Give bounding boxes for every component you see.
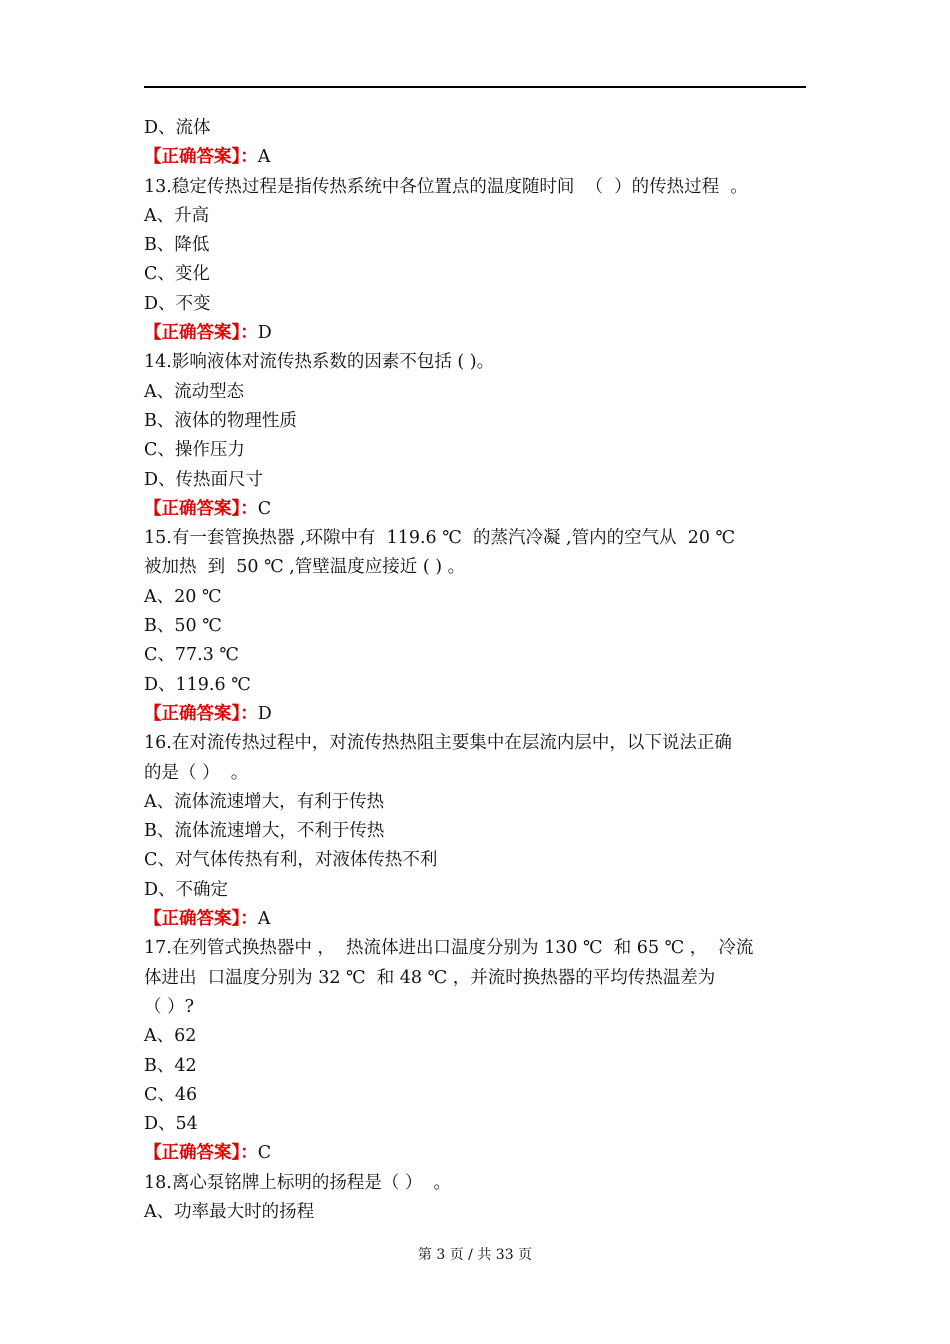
text-line: D、不确定 bbox=[144, 879, 229, 900]
text-line: D、54 bbox=[144, 1114, 198, 1135]
text-line: C、77.3 ℃ bbox=[144, 645, 239, 666]
text-line: B、流体流速增大，不利于传热 bbox=[144, 821, 385, 842]
text-line: D、流体 bbox=[144, 118, 211, 138]
answer-line bbox=[144, 1139, 806, 1168]
text-line: （ ）? bbox=[144, 996, 194, 1017]
answer-label: 【正确答案】： bbox=[144, 703, 258, 724]
text-line: 的是（ ） 。 bbox=[144, 762, 249, 783]
text-line: 17.在列管式换热器中 ， 热流体进出口温度分别为 130 ℃ 和 65 ℃ ， 冷流 bbox=[144, 938, 754, 959]
answer-value: C bbox=[257, 498, 272, 519]
answer-line bbox=[144, 319, 806, 348]
answer-label: 【正确答案】： bbox=[144, 1143, 258, 1164]
answer-line bbox=[144, 905, 806, 934]
text-line: 15.有一套管换热器 ,环隙中有 119.6 ℃ 的蒸汽冷凝 ,管内的空气从 20 ℃ bbox=[144, 528, 736, 549]
text-line: 体进出 口温度分别为 32 ℃ 和 48 ℃ ，并流时换热器的平均传热温差为 bbox=[144, 967, 716, 988]
answer-value: C bbox=[257, 1143, 272, 1164]
answer-line bbox=[144, 143, 806, 172]
answer-line bbox=[144, 700, 806, 729]
question-list bbox=[144, 114, 806, 1227]
text-line: 14.影响液体对流传热系数的因素不包括 ( )。 bbox=[144, 352, 495, 373]
text-line: A、62 bbox=[144, 1026, 197, 1047]
text-line: 被加热 到 50 ℃ ,管壁温度应接近 ( ) 。 bbox=[144, 557, 466, 578]
text-line: A、流动型态 bbox=[144, 381, 245, 402]
text-line: 16.在对流传热过程中，对流传热热阻主要集中在层流内层中，以下说法正确 bbox=[144, 733, 732, 754]
text-line: B、液体的物理性质 bbox=[144, 410, 297, 431]
answer-value: D bbox=[257, 323, 272, 344]
text-line: 13.稳定传热过程是指传热系统中各位置点的温度随时间 （ ）的传热过程 。 bbox=[144, 176, 748, 197]
text-line: A、流体流速增大，有利于传热 bbox=[144, 791, 385, 812]
text-line: A、功率最大时的扬程 bbox=[144, 1201, 315, 1222]
header-rule bbox=[144, 86, 806, 88]
text-line: C、对气体传热有利，对液体传热不利 bbox=[144, 850, 438, 871]
text-line: 18.离心泵铭牌上标明的扬程是（ ） 。 bbox=[144, 1172, 452, 1193]
answer-line bbox=[144, 495, 806, 524]
answer-value: A bbox=[257, 147, 271, 168]
answer-label: 【正确答案】： bbox=[144, 147, 258, 168]
text-line: C、46 bbox=[144, 1084, 198, 1105]
text-line: A、20 ℃ bbox=[144, 586, 222, 607]
text-line: C、操作压力 bbox=[144, 440, 245, 461]
text-line: B、42 bbox=[144, 1055, 197, 1076]
text-line: C、变化 bbox=[144, 264, 210, 285]
page-footer: 第 3 页 / 共 33 页 bbox=[417, 1247, 533, 1263]
text-line: D、不变 bbox=[144, 293, 211, 314]
answer-value: D bbox=[257, 703, 272, 724]
answer-label: 【正确答案】： bbox=[144, 323, 258, 344]
text-line: B、50 ℃ bbox=[144, 616, 222, 637]
answer-label: 【正确答案】： bbox=[144, 498, 258, 519]
text-line: A、升高 bbox=[144, 205, 210, 226]
text-line: D、传热面尺寸 bbox=[144, 469, 264, 490]
text-line: D、119.6 ℃ bbox=[144, 674, 251, 695]
answer-value: A bbox=[257, 909, 271, 930]
answer-label: 【正确答案】： bbox=[144, 909, 258, 930]
text-line: B、降低 bbox=[144, 235, 210, 256]
